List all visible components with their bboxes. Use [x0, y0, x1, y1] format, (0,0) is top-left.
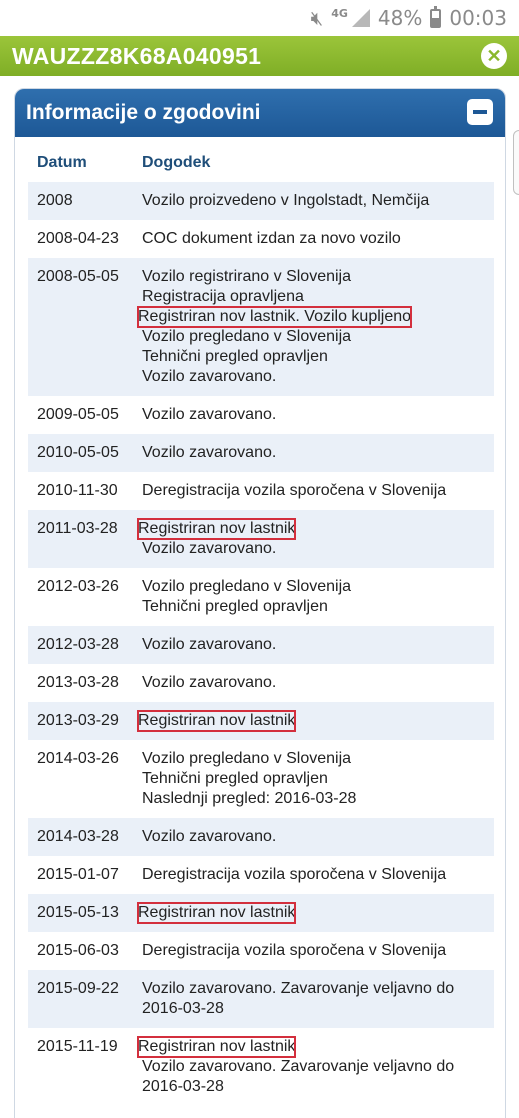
table-row [28, 818, 494, 856]
row-event [133, 258, 494, 396]
highlighted-event-line: Registriran nov lastnik. Vozilo kupljeno [138, 308, 412, 325]
row-date: 2013-03-29 [28, 702, 133, 740]
row-event [133, 472, 494, 510]
row-event [133, 510, 494, 568]
panel-title: Informacije o zgodovini [26, 101, 261, 124]
table-row [28, 894, 494, 932]
table-row [28, 568, 494, 626]
row-date: 2011-03-28 [28, 510, 133, 568]
event-line: Vozilo zavarovano. [142, 540, 277, 557]
highlighted-event-line: Registriran nov lastnik [138, 520, 296, 537]
row-event [133, 894, 494, 932]
highlighted-event-line: Registriran nov lastnik [138, 904, 296, 921]
highlighted-event-line: Registriran nov lastnik [138, 712, 296, 729]
table-row [28, 740, 494, 818]
table-row [28, 434, 494, 472]
table-row [28, 258, 494, 396]
event-line: COC dokument izdan za novo vozilo [142, 230, 401, 247]
row-event [133, 664, 494, 702]
event-line: Vozilo zavarovano. [142, 368, 277, 385]
event-line: Vozilo pregledano v Slovenija [142, 750, 352, 767]
history-panel [14, 88, 506, 1118]
row-date: 2015-05-13 [28, 894, 133, 932]
event-line: Vozilo zavarovano. [142, 674, 277, 691]
table-row [28, 856, 494, 894]
vin-bar [0, 36, 519, 76]
event-line: Tehnični pregled opravljen [142, 770, 328, 787]
table-row [28, 510, 494, 568]
row-date: 2014-03-28 [28, 818, 133, 856]
network-type: 4G [331, 6, 348, 20]
table-row [28, 472, 494, 510]
row-date: 2010-05-05 [28, 434, 133, 472]
row-event [133, 434, 494, 472]
column-header-date: Datum [37, 153, 87, 171]
history-table [28, 143, 494, 1106]
event-line: Vozilo zavarovano. [142, 828, 277, 845]
event-line: Naslednji pregled: 2016-03-28 [142, 790, 357, 807]
row-event [133, 220, 494, 258]
row-date: 2014-03-26 [37, 750, 119, 767]
event-line: Registracija opravljena [142, 288, 304, 305]
battery-icon [430, 9, 441, 28]
row-date: 2010-11-30 [37, 482, 118, 499]
mute-icon: 🔇︎ [310, 6, 324, 30]
event-line: Vozilo pregledano v Slovenija [142, 578, 352, 595]
table-row [28, 970, 494, 1028]
row-date: 2015-06-03 [37, 942, 119, 959]
event-line: Vozilo proizvedeno v Ingolstadt, Nemčija [142, 192, 430, 209]
event-line: 2016-03-28 [142, 1078, 224, 1095]
event-line: Vozilo zavarovano. [142, 636, 277, 653]
close-x-icon[interactable]: ✕ [481, 43, 507, 69]
row-date: 2012-03-26 [37, 578, 119, 595]
side-scroll-handle[interactable] [513, 130, 519, 195]
event-line: Vozilo zavarovano. [142, 406, 277, 423]
row-event [133, 970, 494, 1028]
row-event [133, 740, 494, 818]
table-row [28, 220, 494, 258]
panel-header[interactable] [15, 89, 505, 137]
row-event [133, 568, 494, 626]
table-header-row [28, 143, 494, 182]
row-event [133, 182, 494, 220]
signal-icon [352, 9, 370, 27]
event-line: Deregistracija vozila sporočena v Slovenija [142, 482, 447, 499]
row-date: 2015-09-22 [28, 970, 133, 1028]
row-event [133, 1028, 494, 1106]
column-header-event: Dogodek [142, 153, 211, 171]
battery-percent: 48% [377, 6, 423, 30]
row-event [133, 856, 494, 894]
row-date: 2012-03-28 [28, 626, 133, 664]
minus-icon[interactable] [467, 99, 493, 125]
event-line: Deregistracija vozila sporočena v Slovenija [142, 866, 447, 883]
row-event [133, 818, 494, 856]
row-event [133, 626, 494, 664]
event-line: Vozilo zavarovano. Zavarovanje veljavno do [142, 1058, 455, 1075]
table-row [28, 702, 494, 740]
event-line: Vozilo pregledano v Slovenija [142, 328, 352, 345]
event-line: 2016-03-28 [142, 1000, 224, 1017]
status-bar [0, 0, 519, 36]
row-date: 2008-04-23 [37, 230, 119, 247]
event-line: Tehnični pregled opravljen [142, 598, 328, 615]
row-event [133, 932, 494, 970]
row-date: 2009-05-05 [37, 406, 119, 423]
vin-number: WAUZZZ8K68A040951 [12, 42, 262, 69]
highlighted-event-line: Registriran nov lastnik [138, 1038, 296, 1055]
table-row [28, 182, 494, 220]
row-date: 2008-05-05 [28, 258, 133, 396]
event-line: Vozilo zavarovano. [142, 444, 277, 461]
row-date: 2015-01-07 [37, 866, 119, 883]
event-line: Tehnični pregled opravljen [142, 348, 328, 365]
table-row [28, 664, 494, 702]
row-date: 2013-03-28 [37, 674, 119, 691]
row-date: 2008 [28, 182, 133, 220]
event-line: Deregistracija vozila sporočena v Slovenija [142, 942, 447, 959]
table-row [28, 1028, 494, 1106]
row-event [133, 396, 494, 434]
event-line: Vozilo zavarovano. Zavarovanje veljavno do [142, 980, 455, 997]
history-table-body [28, 182, 494, 1106]
row-event [133, 702, 494, 740]
table-row [28, 626, 494, 664]
table-row [28, 396, 494, 434]
clock: 00:03 [449, 6, 507, 30]
table-row [28, 932, 494, 970]
row-date: 2015-11-19 [37, 1038, 118, 1055]
event-line: Vozilo registrirano v Slovenija [142, 268, 351, 285]
